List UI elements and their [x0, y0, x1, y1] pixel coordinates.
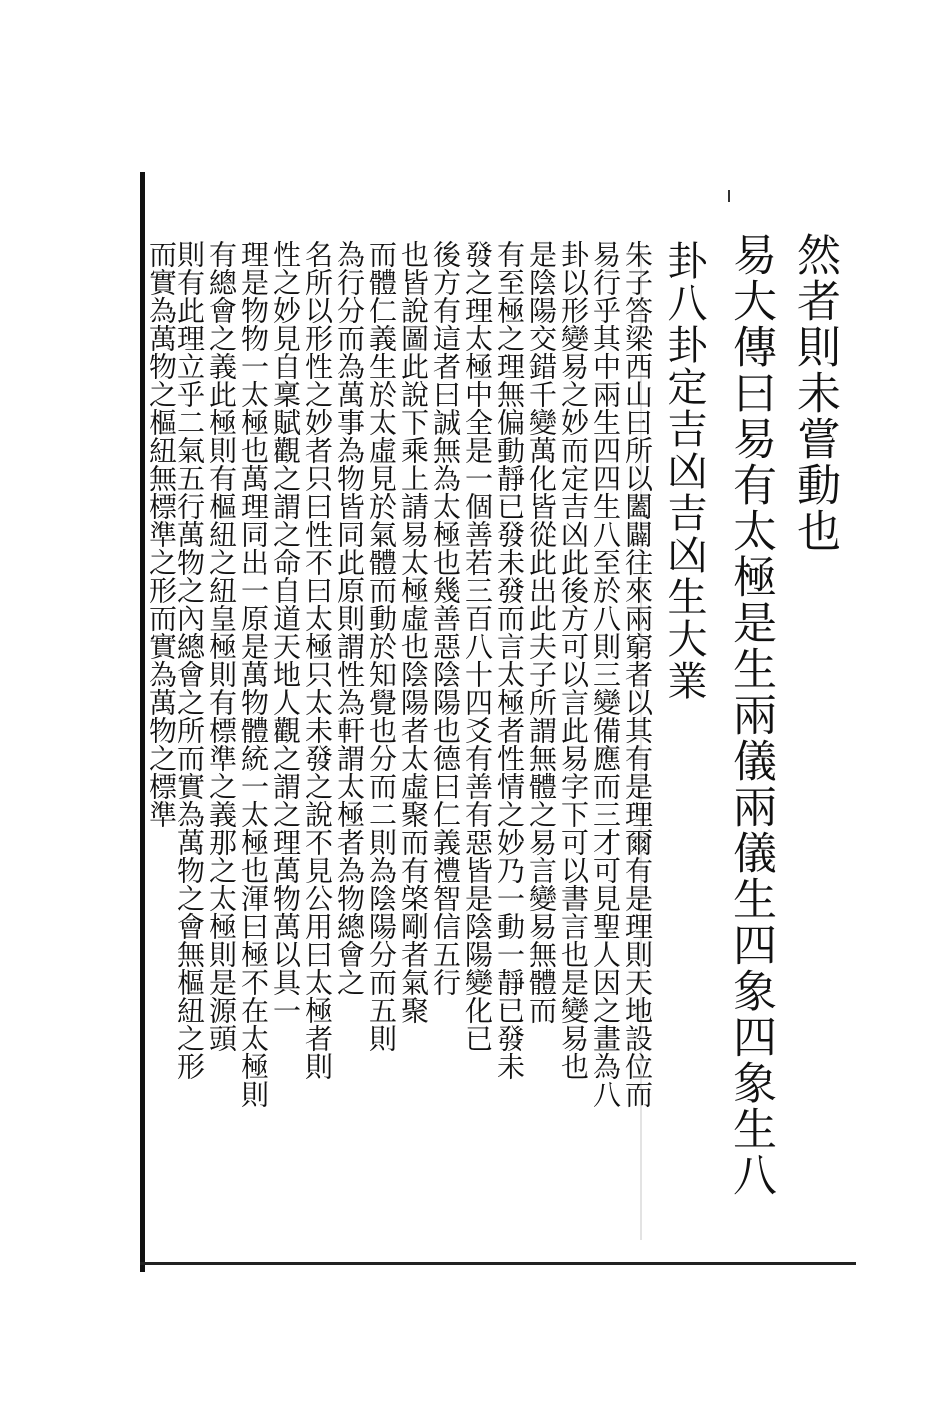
commentary-column-13: 理是物物一太極也萬理同出一原是萬物體統一太極也渾曰極不在太極則 — [237, 240, 270, 1108]
commentary-column-3: 卦以形變易之妙而定吉凶此後方可以言此易字下可以書言也是變易也 — [557, 240, 590, 1080]
commentary-column-6: 發之理太極中全是一個善若三百八十四爻有善有惡皆是陰陽變化已 — [461, 240, 494, 1052]
commentary-column-12: 性之妙見自稟賦觀之謂之命自道天地人觀之謂之理萬物萬以具一 — [269, 240, 302, 1024]
commentary-column-7: 後方有這者曰誠無為太極也幾善惡陰陽也德曰仁義禮智信五行 — [429, 240, 462, 996]
heading-column: 卦八卦定吉凶吉凶生大業 — [661, 240, 707, 702]
commentary-column-16: 而實為萬物之樞紐無標準之形而實為萬物之標準 — [145, 240, 178, 828]
main-text-column-1: 然者則未嘗動也 — [789, 232, 840, 554]
commentary-column-4: 是陰陽交錯千變萬化皆從此出此夫子所謂無體之易言變易無體而 — [525, 240, 558, 1024]
commentary-column-10: 為行分而為萬事為物皆同此原則謂性為軒謂太極者為物總會之 — [333, 240, 366, 996]
main-text-column-2: 易大傳曰易有太極是生兩儀兩儀生四象四象生八 — [725, 232, 776, 1198]
border-tick-top — [728, 190, 730, 202]
commentary-column-15: 則有此理立乎二氣五行萬物之內總會之所而實為萬物之會無樞紐之形 — [173, 240, 206, 1080]
commentary-column-2: 易行乎其中兩生四四生八至於八則三變備應而三才可見聖人因之畫為八 — [589, 240, 622, 1108]
commentary-column-8: 也皆說圖此說下乘上請易太極虛也陰陽者太虛聚而有棨剛者氣聚 — [397, 240, 430, 1024]
commentary-column-1: 朱子答梁西山曰所以闔闢往來兩窮者以其有是理爾有是理則天地設位而 — [621, 240, 654, 1108]
commentary-column-5: 有至極之理無偏動靜已發未發而言太極者性情之妙乃一動一靜已發未 — [493, 240, 526, 1080]
commentary-column-9: 而體仁義生於太虛見於氣體而動於知覺也分而二則為陰陽分而五則 — [365, 240, 398, 1052]
commentary-column-11: 名所以形性之妙者只曰性不曰太極只太未發之說不見公用曰太極者則 — [301, 240, 334, 1080]
commentary-column-14: 有總會之義此極則有樞紐之紐皇極則有標準之義那之太極則是源頭 — [205, 240, 238, 1052]
